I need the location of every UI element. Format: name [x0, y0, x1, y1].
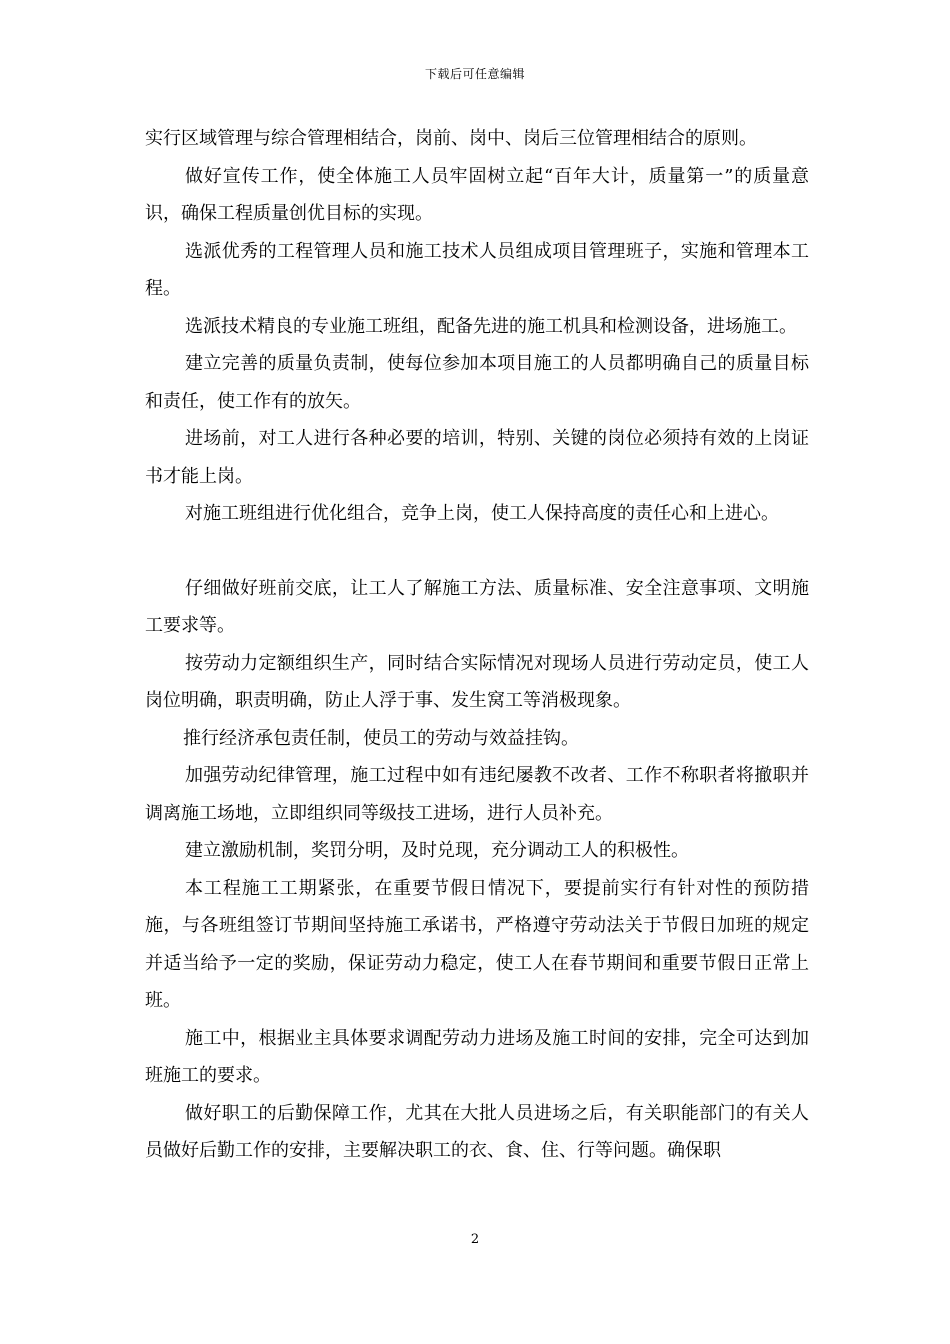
paragraph: 建立完善的质量负责制，使每位参加本项目施工的人员都明确自己的质量目标和责任，使工作有的放矢。: [145, 353, 809, 412]
paragraph: 按劳动力定额组织生产，同时结合实际情况对现场人员进行劳动定员，使工人岗位明确，职责明确，防止人浮于事、发生窝工等消极现象。: [145, 652, 809, 711]
paragraph: 本工程施工工期紧张，在重要节假日情况下，要提前实行有针对性的预防措施，与各班组签订节期间坚持施工承诺书，严格遵守劳动法关于节假日加班的规定并适当给予一定的奖励，保证劳动力稳定，使工人在春节期间和重要节假日正常上班。: [145, 877, 809, 1011]
paragraph: 仔细做好班前交底，让工人了解施工方法、质量标准、安全注意事项、文明施工要求等。: [145, 577, 809, 636]
blank-line: [145, 533, 809, 570]
paragraph: 做好宣传工作，使全体施工人员牢固树立起“百年大计，质量第一”的质量意识，确保工程质量创优目标的实现。: [145, 165, 809, 224]
paragraph: 实行区域管理与综合管理相结合，岗前、岗中、岗后三位管理相结合的原则。: [145, 128, 757, 149]
paragraph: 对施工班组进行优化组合，竞争上岗，使工人保持高度的责任心和上进心。: [185, 503, 779, 524]
page-header: 下载后可任意编辑: [424, 67, 525, 81]
paragraph: 建立激励机制，奖罚分明，及时兑现，充分调动工人的积极性。: [185, 840, 689, 861]
paragraph: 施工中，根据业主具体要求调配劳动力进场及施工时间的安排，完全可达到加班施工的要求。: [145, 1027, 809, 1086]
paragraph: 进场前，对工人进行各种必要的培训，特别、关键的岗位必须持有效的上岗证书才能上岗。: [145, 428, 809, 487]
page-number: 2: [470, 1232, 480, 1247]
paragraph: 加强劳动纪律管理，施工过程中如有违纪屡教不改者、工作不称职者将撤职并调离施工场地，立即组织同等级技工进场，进行人员补充。: [145, 765, 809, 824]
paragraph: 选派优秀的工程管理人员和施工技术人员组成项目管理班子，实施和管理本工程。: [145, 240, 809, 299]
paragraph: 推行经济承包责任制，使员工的劳动与效益挂钩。: [183, 727, 579, 749]
document-body: [145, 120, 809, 1170]
paragraph: 选派技术精良的专业施工班组，配备先进的施工机具和检测设备，进场施工。: [185, 315, 797, 337]
paragraph: 做好职工的后勤保障工作，尤其在大批人员进场之后，有关职能部门的有关人员做好后勤工作的安排，主要解决职工的衣、食、住、行等问题。确保职: [145, 1102, 809, 1161]
